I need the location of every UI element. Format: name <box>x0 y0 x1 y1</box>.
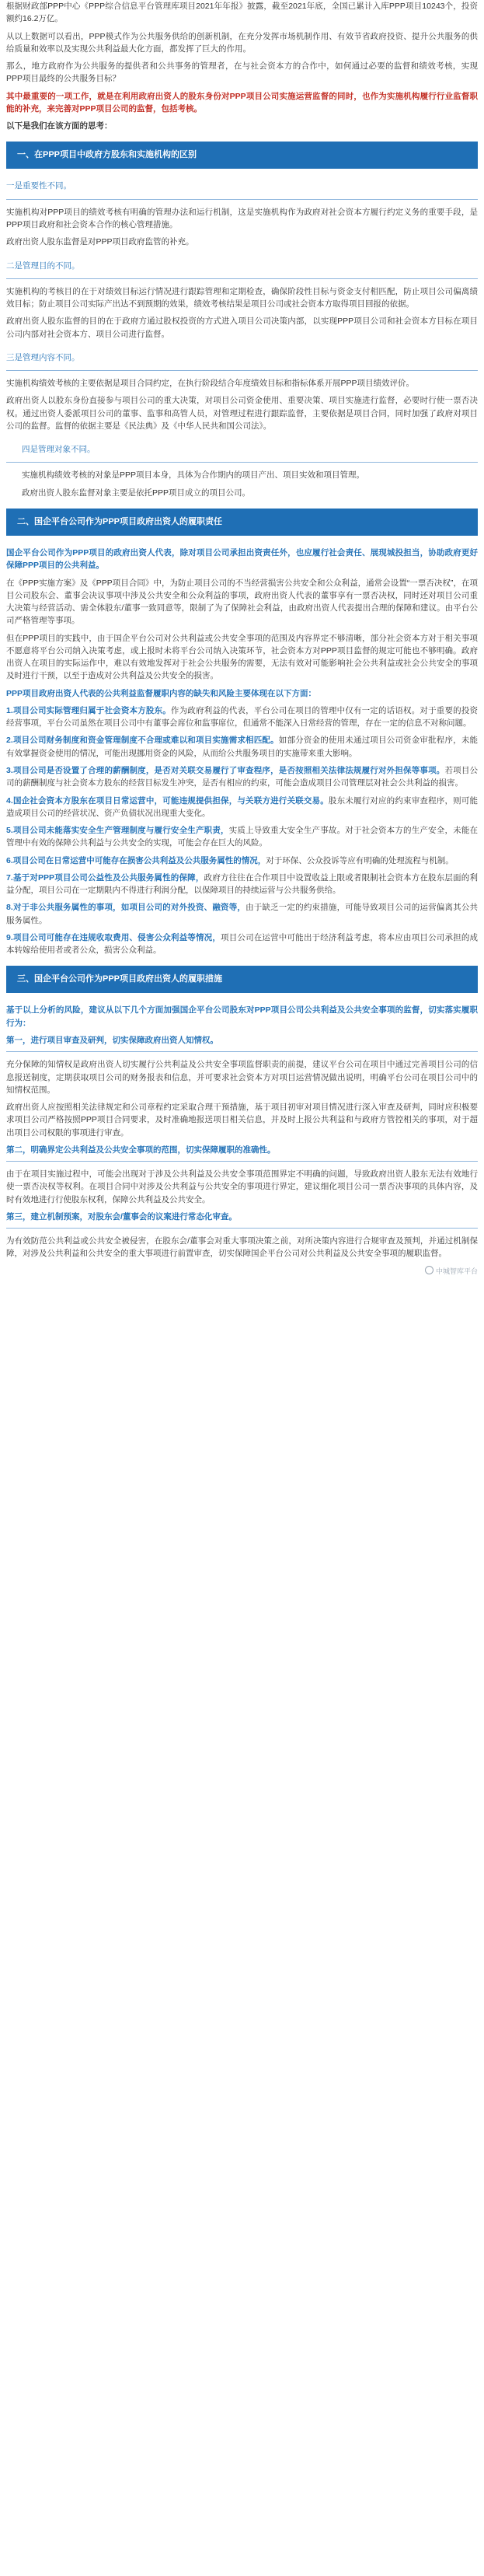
section-2-title: 二、国企平台公司作为PPP项目政府出资人的履职责任 <box>6 509 478 536</box>
risk-item-3 <box>6 764 478 790</box>
divider <box>6 370 478 371</box>
risk-item-7 <box>6 872 478 897</box>
section-1-sub-4-p2: 政府出资人股东监督对象主要是依托PPP项目成立的项目公司。 <box>22 488 251 498</box>
intro-lead: 以下是我们在该方面的思考： <box>6 121 113 131</box>
measure-2-p1: 由于在项目实施过程中，可能会出现对于涉及公共利益及公共安全事项范围界定不明确的问题，导致政府出资人股东无法有效地行使一票否决权等权利。在项目合同中对涉及公共利益与公共安全的事项进行界定，建议细化项目公司一票否决事项的具体内容，及时有效地进行行使股东权利，保障公共利益及公共安全。 <box>6 1169 478 1204</box>
divider <box>6 278 478 279</box>
risk-item-1-rest: 作为政府利益的代表，平台公司在项目的管理中仅有一定的话语权。对于重要的投资经营事项，平台公司虽然在项目公司中有董事会席位和监事席位，但通常不能深入日常经营的管理，存在一定的信息不对称问题。 <box>6 705 478 729</box>
risk-item-2-rest: 如部分资金的使用未通过项目公司资金审批程序，未能有效掌握资金使用的情况，可能出现挪用资金的风险，从而给公共服务项目的实施带来重大影响。 <box>6 736 478 758</box>
section-1-sub-3: 三是管理内容不同。 <box>6 352 80 362</box>
section-3-title: 三、国企平台公司作为PPP项目政府出资人的履职措施 <box>6 966 478 993</box>
measure-3-heading: 第三，建立机制预案，对股东会/董事会的议案进行常态化审查。 <box>6 1211 237 1222</box>
risk-item-9-rest: 项目公司在运营中可能出于经济利益考虑，将本应由项目公司承担的成本转嫁给使用者或者公众，损害公众利益。 <box>6 932 478 956</box>
divider <box>6 462 478 463</box>
risk-item-2 <box>6 734 478 760</box>
section-2-p3: 但在PPP项目的实践中，由于国企平台公司对公共利益或公共安全事项的范围及内容界定不够清晰，部分社会资本方对于相关事项不愿意将平台公司纳入决策考虑，或上报时未将平台公司纳入决策环节，社会资本方对PPP项目监督的规定可能也不够明确。政府出资人在项目的实际运作中，难以有效地发挥对于社会公共服务的需要，无法有效对可能影响社会公共利益或社会公共安全的事项及时进行干预，以至于造成对公共利益及公共安全的损害。 <box>6 633 478 681</box>
section-1-sub-1-p1: 实施机构对PPP项目的绩效考核有明确的管理办法和运行机制，这是实施机构作为政府对社会资本方履行约定义务的重要手段，是PPP项目政府和社会资本合作的核心管理措施。 <box>6 207 478 229</box>
risk-item-9-lead: 9.项目公司可能存在违规收取费用、侵害公众利益等情况， <box>6 932 221 942</box>
risk-item-4-lead: 4.国企社会资本方股东在项目日常运营中，可能违规提供担保，与关联方进行关联交易。 <box>6 795 329 806</box>
section-1-sub-3-p2: 政府出资人以股东身份直接参与项目公司的重大决策，对项目公司资金使用、重要决策、项目实施进行监督，必要时行使一票否决权。通过出资人委派项目公司的董事、监事和高管人员，对管理过程进行跟踪监督，主要依据是项目合同，同时加强了政府对项目公司的监督。监督的依据主要是《民法典》及《中华人民共和国公司法》。 <box>6 396 478 431</box>
section-1-sub-1-p2: 政府出资人股东监督是对PPP项目政府监管的补充。 <box>6 237 194 247</box>
risk-item-1 <box>6 704 478 730</box>
intro-highlight: 其中最重要的一项工作，就是在利用政府出资人的股东身份对PPP项目公司实施运营监督的同时，也作为实施机构履行行业监督职能的补充，来完善对PPP项目公司的监督，包括考核。 <box>6 91 478 114</box>
section-3-intro: 基于以上分析的风险，建议从以下几个方面加强国企平台公司股东对PPP项目公司公共利益及公共安全事项的监督，切实落实履职行为： <box>6 1005 478 1028</box>
risk-item-7-rest: 政府方往往在合作项目中设置收益上限或者限制社会资本方在股东层面的利益分配，项目公司在一定期限内不得进行利润分配，以保障项目的持续运营与公共服务供给。 <box>6 872 478 896</box>
section-1-sub-4-p1: 实施机构绩效考核的对象是PPP项目本身，具体为合作期内的项目产出、项目实效和项目管理。 <box>22 470 365 481</box>
divider <box>6 1228 478 1229</box>
risk-item-4 <box>6 795 478 820</box>
risk-item-5-rest: 实质上导致重大安全生产事故。对于社会资本方的生产安全，未能在管理中有效的保障公共利益与公共安全的实现，可能会存在巨大的风险。 <box>6 826 479 848</box>
measure-1-p1: 充分保障的知情权是政府出资人切实履行公共利益及公共安全事项监督职责的前提，建议平台公司在项目中通过完善项目公司的信息报送制度，定期获取项目公司的财务报表和信息，并可要求社会资本方对项目运营情况做出说明，明确平台公司在项目公司中的知情权范围。 <box>6 1060 478 1095</box>
risk-item-2-lead: 2.项目公司财务制度和资金管理制度不合理或难以和项目实施需求相匹配。 <box>6 736 279 746</box>
risk-item-6 <box>6 855 478 867</box>
risk-item-7-lead: 7.基于对PPP项目公司公益性及公共服务属性的保障， <box>6 872 204 883</box>
section-1-sub-1: 一是重要性不同。 <box>6 181 71 191</box>
risk-item-3-lead: 3.项目公司是否设置了合理的薪酬制度，是否对关联交易履行了审查程序，是否按照相关法律法规履行对外担保等事项。 <box>6 765 445 775</box>
section-2-p2: 在《PPP实施方案》及《PPP项目合同》中，为防止项目公司的不当经营损害公共安全和公众利益，通常会设置“一票否决权”，在项目公司股东会、董事会决议事项中涉及公共安全和公众利益的事项，政府出资人代表的董事享有一票否决权，同时还对项目公司重大决策与经营活动、需全体股东/董事一致同意等，限制了为了保障社会利益，由政府出资人代表提出合理的保障和建议。由平台公司严格管理等事项。 <box>6 578 478 626</box>
risk-item-4-rest: 股东未履行对应的约束审查程序，则可能造成项目公司的经营状况、资产负债状况出现重大变化。 <box>6 795 478 818</box>
divider <box>6 1161 478 1162</box>
divider <box>6 1051 478 1052</box>
divider <box>6 199 478 200</box>
risk-item-5 <box>6 824 478 850</box>
intro-paragraph-3: 那么，地方政府作为公共服务的提供者和公共事务的管理者，在与社会资本方的合作中，如何通过必要的监督和绩效考核，实现PPP项目最终的公共服务目标？ <box>6 61 478 84</box>
risk-item-8-rest: 由于缺乏一定的约束措施，可能导致项目公司的运营偏离其公共服务属性。 <box>6 903 478 925</box>
section-2-p1: 国企平台公司作为PPP项目的政府出资人代表，除对项目公司承担出资责任外，也应履行社会责任、展现城投担当，协助政府更好保障PPP项目的公共利益。 <box>6 548 478 571</box>
watermark-text: 中城智库平台 <box>435 1267 478 1275</box>
watermark-icon <box>425 1266 434 1274</box>
risk-item-6-rest: 对于环保、公众投诉等应有明确的处理流程与机制。 <box>266 855 454 865</box>
risk-item-1-lead: 1.项目公司实际管理归属于社会资本方股东。 <box>6 705 171 715</box>
section-1-title: 一、在PPP项目中政府方股东和实施机构的区别 <box>6 142 478 169</box>
article <box>0 0 484 1278</box>
section-1-sub-2: 二是管理目的不同。 <box>6 260 80 271</box>
intro-paragraph-1: 根据财政部PPP中心《PPP综合信息平台管理库项目2021年年报》披露，截至2021年底，全国已累计入库PPP项目10243个，投资额约16.2万亿。 <box>6 2 478 24</box>
watermark <box>6 1265 478 1278</box>
section-1-sub-3-p1: 实施机构绩效考核的主要依据是项目合同约定，在执行阶段结合年度绩效目标和指标体系开展PPP项目绩效评价。 <box>6 379 415 389</box>
measure-2-heading: 第二，明确界定公共利益及公共安全事项的范围，切实保障履职的准确性。 <box>6 1145 276 1155</box>
risk-item-5-lead: 5.项目公司未能落实安全生产管理制度与履行安全生产职责， <box>6 826 229 836</box>
section-1-sub-2-p1: 实施机构的考核目的在于对绩效目标运行情况进行跟踪管理和定期检查，确保阶段性目标与资金支付相匹配，防止项目公司偏离绩效目标；防止项目公司实际产出达不到预期的效果，绩效考核结果是项目公司或社会资本方取得项目回报的依据。 <box>6 286 478 309</box>
risk-item-9 <box>6 931 478 957</box>
measure-1-heading: 第一，进行项目审查及研判，切实保障政府出资人知情权。 <box>6 1036 218 1046</box>
intro-paragraph-2: 从以上数据可以看出，PPP模式作为公共服务供给的创新机制，在充分发挥市场机制作用、有效节省政府投资、提升公共服务的供给质量和效率以及实现公共利益最大化方面，都发挥了巨大的作用。 <box>6 31 478 54</box>
measure-1-p2: 政府出资人应按照相关法律规定和公司章程约定采取合理干预措施，基于项目初审对项目情况进行深入审查及研判，同时应积极要求项目公司严格按照PPP项目合同要求，及时准确地报送项目相关信息，并及时上报公共利益和与政府方管控相关的事项，对于超出项目公司权限的事项进行审查。 <box>6 1103 478 1138</box>
measure-3-p1: 为有效防范公共利益或公共安全被侵害，在股东会/董事会对重大事项决策之前，对所决策内容进行合规审查及预判，并通过机制保障，对涉及公共利益和公共安全的重大事项进行前置审查，切实保障国企平台公司对公共利益及公共安全事项的履职监督。 <box>6 1236 478 1259</box>
risk-item-6-lead: 6.项目公司在日常运营中可能存在损害公共利益及公共服务属性的情况， <box>6 855 266 865</box>
section-1-sub-2-p2: 政府出资人股东监督的目的在于政府方通过股权投资的方式进入项目公司决策内部，以实现PPP项目公司和社会资本方目标在项目公司内部对社会资本方、项目公司进行监督。 <box>6 316 478 339</box>
section-1-sub-4: 四是管理对象不同。 <box>22 445 96 455</box>
risk-item-8-lead: 8.对于非公共服务属性的事项，如项目公司的对外投资、融资等， <box>6 903 246 913</box>
risk-item-8 <box>6 901 478 927</box>
risk-item-3-rest: 若项目公司的薪酬制度与社会资本方股东的经营目标发生冲突，是否有相应的约束，可能会造成项目公司管理层对社会公共利益的损害。 <box>6 765 479 788</box>
section-2-risk-heading: PPP项目政府出资人代表的公共利益监督履职内容的缺失和风险主要体现在以下方面： <box>6 688 317 698</box>
